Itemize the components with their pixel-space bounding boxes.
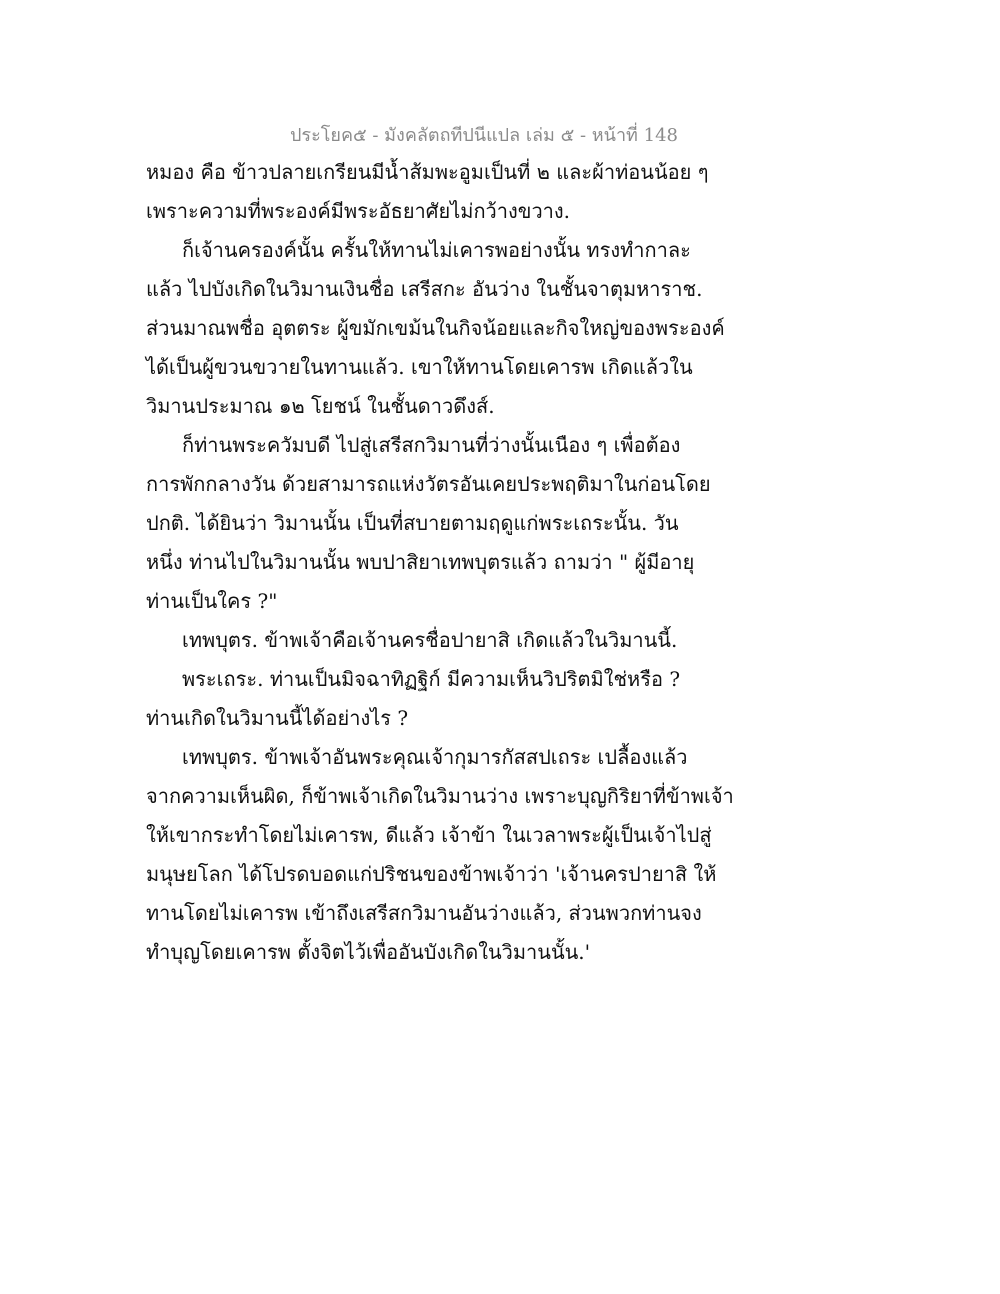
text-line: ทานโดยไม่เคารพ เข้าถึงเสรีสกวิมานอันว่างแล้ว, ส่วนพวกท่านจง <box>146 901 702 925</box>
text-line: เพราะความที่พระองค์มีพระอัธยาศัยไม่กว้างขวาง. <box>146 199 571 223</box>
dialogue-line: เทพบุตร. ข้าพเจ้าคือเจ้านครชื่อปายาสิ เกิดแล้วในวิมานนี้. <box>182 628 678 652</box>
body-text <box>146 153 734 972</box>
text-line: จากความเห็นผิด, ก็ข้าพเจ้าเกิดในวิมานว่าง เพราะบุญกิริยาที่ข้าพเจ้า <box>146 784 734 808</box>
text-line: ทำบุญโดยเคารพ ตั้งจิตไว้เพื่ออันบังเกิดในวิมานนั้น.' <box>146 940 591 964</box>
running-header: ประโยค๕ - มังคลัตถทีปนีแปล เล่ม ๕ - หน้าที่ 148 <box>290 125 678 146</box>
text-line: แล้ว ไปบังเกิดในวิมานเงินชื่อ เสรีสกะ อันว่าง ในชั้นจาตุมหาราช. <box>146 277 703 301</box>
text-line: หมอง คือ ข้าวปลายเกรียนมีน้ำส้มพะอูมเป็นที่ ๒ และผ้าท่อนน้อย ๆ <box>146 160 709 184</box>
text-line: ท่านเป็นใคร ?" <box>146 589 278 613</box>
paragraph-start-line: ก็เจ้านครองค์นั้น ครั้นให้ทานไม่เคารพอย่างนั้น ทรงทำกาละ <box>182 238 691 262</box>
text-line: ส่วนมาณพชื่อ อุตตระ ผู้ขมักเขม้นในกิจน้อยและกิจใหญ่ของพระองค์ <box>146 316 725 340</box>
paragraph-start-line: ก็ท่านพระควัมบดี ไปสู่เสรีสกวิมานที่ว่างนั้นเนือง ๆ เพื่อต้อง <box>182 433 681 457</box>
text-line: ให้เขากระทำโดยไม่เคารพ, ดีแล้ว เจ้าข้า ในเวลาพระผู้เป็นเจ้าไปสู่ <box>146 823 712 847</box>
text-line: หนึ่ง ท่านไปในวิมานนั้น พบปาสิยาเทพบุตรแล้ว ถามว่า " ผู้มีอายุ <box>146 550 695 574</box>
dialogue-line: เทพบุตร. ข้าพเจ้าอันพระคุณเจ้ากุมารกัสสปเถระ เปลื้องแล้ว <box>182 745 688 769</box>
text-line: การพักกลางวัน ด้วยสามารถแห่งวัตรอันเคยประพฤติมาในก่อนโดย <box>146 472 711 496</box>
text-line: ปกติ. ได้ยินว่า วิมานนั้น เป็นที่สบายตามฤดูแก่พระเถระนั้น. วัน <box>146 511 679 535</box>
dialogue-line: พระเถระ. ท่านเป็นมิจฉาทิฏฐิก์ มีความเห็นวิปริตมิใช่หรือ ? <box>182 667 681 691</box>
text-line: วิมานประมาณ ๑๒ โยชน์ ในชั้นดาวดึงส์. <box>146 394 495 418</box>
text-line: มนุษยโลก ได้โปรดบอดแก่ปริชนของข้าพเจ้าว่า 'เจ้านครปายาสิ ให้ <box>146 862 717 886</box>
text-line: ได้เป็นผู้ขวนขวายในทานแล้ว. เขาให้ทานโดยเคารพ เกิดแล้วใน <box>146 355 693 379</box>
text-line: ท่านเกิดในวิมานนี้ได้อย่างไร ? <box>146 706 409 730</box>
